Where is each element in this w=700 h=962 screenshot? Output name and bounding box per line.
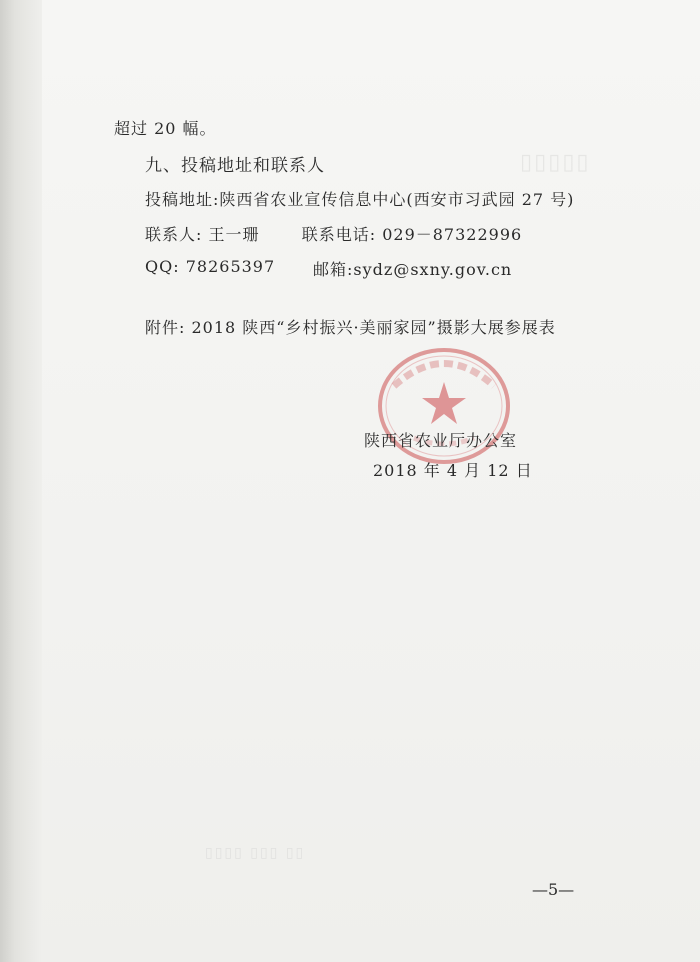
phone-value: 029－87322996: [382, 225, 523, 244]
issue-date: 2018 年 4 月 12 日: [373, 461, 533, 480]
qq-label: QQ:: [145, 257, 180, 276]
page-number: —5—: [532, 880, 575, 899]
address-value: 陕西省农业宣传信息中心(西安市习武园 27 号): [219, 190, 575, 209]
contact-label: 联系人:: [145, 225, 203, 244]
issuer: 陕西省农业厅办公室: [364, 431, 518, 450]
section-heading: 九、投稿地址和联系人: [145, 156, 325, 176]
intro-line: 超过 20 幅。: [114, 119, 217, 138]
contact-row: [145, 222, 522, 245]
contact-name: 王一珊: [208, 225, 260, 244]
bleed-through-mark: ▯▯▯▯▯: [520, 150, 591, 175]
email-label: 邮箱:: [313, 260, 354, 279]
phone-label: 联系电话:: [301, 225, 377, 244]
bleed-through-mark: ▯▯▯▯ ▯▯▯ ▯▯: [205, 845, 306, 861]
address-label: 投稿地址:: [145, 190, 220, 209]
qq-email-row: [145, 257, 275, 276]
email-group: [313, 257, 512, 280]
address-row: [145, 187, 574, 210]
attachment-line: 附件: 2018 陕西“乡村振兴·美丽家园”摄影大展参展表: [145, 318, 556, 337]
email-value: sydz@sxny.gov.cn: [353, 260, 513, 279]
binding-shadow: [0, 0, 42, 962]
qq-value: 78265397: [185, 257, 276, 276]
